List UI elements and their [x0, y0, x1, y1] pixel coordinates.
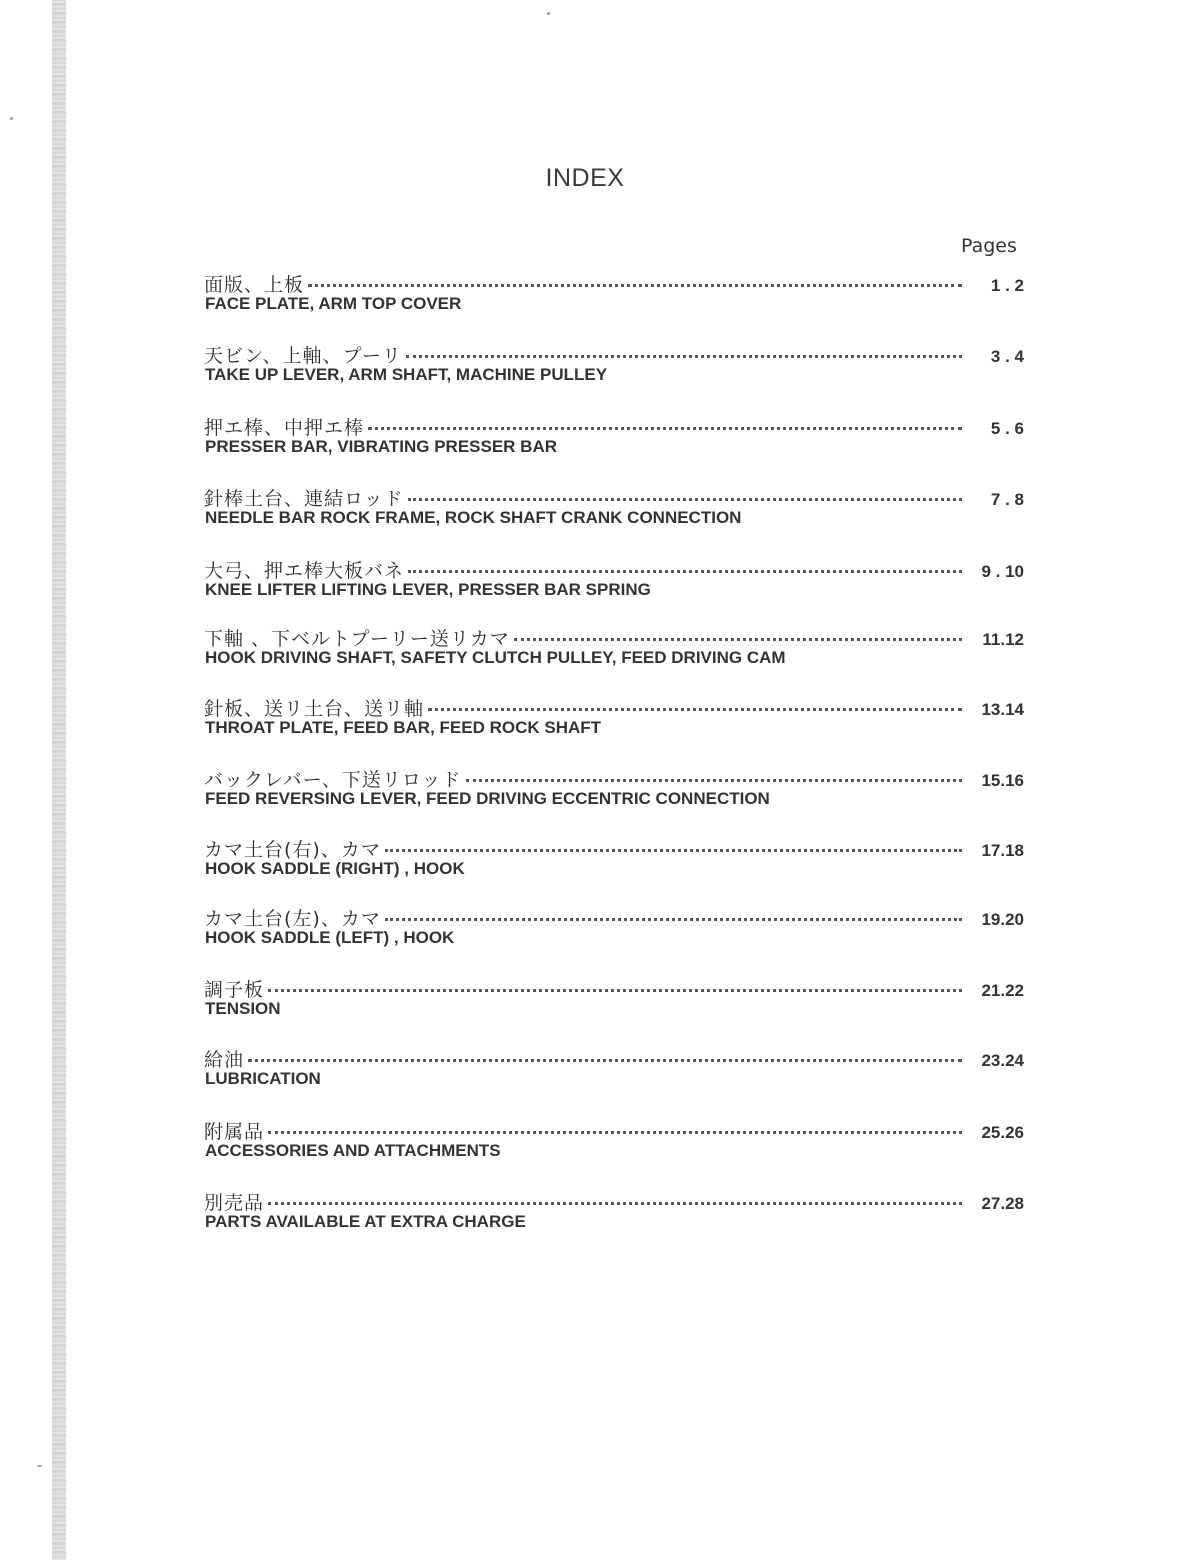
entry-pages: 1 . 2	[990, 276, 1024, 295]
entry-japanese-title: カマ土台(左)、カマ	[204, 908, 381, 930]
entry-english-title: FEED REVERSING LEVER, FEED DRIVING ECCENTRIC CONNECTION	[205, 789, 770, 808]
entry-pages: 3 . 4	[990, 347, 1024, 366]
dot-leader	[385, 849, 962, 852]
entry-english-title: HOOK SADDLE (LEFT) , HOOK	[205, 928, 455, 947]
entry-english-title: ACCESSORIES AND ATTACHMENTS	[205, 1141, 501, 1160]
dot-leader	[466, 779, 962, 782]
entry-english-title: LUBRICATION	[205, 1069, 321, 1088]
entry-english-title: HOOK SADDLE (RIGHT) , HOOK	[205, 859, 465, 878]
index-entry	[204, 975, 1024, 1019]
entry-japanese-title: カマ土台(右)、カマ	[204, 839, 381, 861]
entry-japanese-title: 面版、上板	[204, 274, 305, 296]
entry-english-title: KNEE LIFTER LIFTING LEVER, PRESSER BAR SPRING	[205, 580, 651, 599]
index-entry	[204, 1117, 1024, 1161]
entry-japanese-title: 大弓、押エ棒大板バネ	[204, 560, 405, 582]
dot-leader	[368, 427, 962, 430]
dot-leader	[268, 1131, 962, 1134]
dot-leader	[408, 570, 962, 573]
entry-english-title: HOOK DRIVING SHAFT, SAFETY CLUTCH PULLEY, FEED DRIVING CAM	[205, 648, 786, 667]
entry-japanese-title: 調子板	[204, 979, 265, 1001]
entry-english-title: FACE PLATE, ARM TOP COVER	[205, 294, 462, 313]
scan-speck	[10, 117, 13, 120]
index-entry	[204, 624, 1024, 668]
entry-japanese-title: 別売品	[204, 1192, 265, 1214]
entry-japanese-title: 針板、送リ土台、送リ軸	[204, 698, 425, 720]
entry-japanese-title: 給油	[204, 1049, 245, 1071]
dot-leader	[406, 355, 962, 358]
entry-pages: 11.12	[982, 630, 1024, 649]
dot-leader	[408, 498, 962, 501]
entry-japanese-title: バックレバー、下送リロッド	[204, 769, 462, 791]
entry-pages: 13.14	[981, 700, 1024, 719]
dot-leader	[385, 918, 962, 921]
entry-pages: 25.26	[981, 1123, 1024, 1142]
index-entry	[204, 484, 1024, 528]
dot-leader	[514, 638, 962, 641]
entry-japanese-title: 針棒土台、連結ロッド	[204, 488, 404, 510]
entry-pages: 17.18	[981, 841, 1024, 860]
entry-english-title: NEEDLE BAR ROCK FRAME, ROCK SHAFT CRANK CONNECTION	[205, 508, 742, 527]
entry-pages: 9 . 10	[981, 562, 1024, 581]
index-entry	[204, 904, 1024, 948]
index-entry	[204, 835, 1024, 879]
entry-pages: 27.28	[981, 1194, 1024, 1213]
index-entry	[204, 694, 1024, 738]
entry-japanese-title: 押エ棒、中押エ棒	[204, 417, 365, 439]
entry-pages: 5 . 6	[990, 419, 1024, 438]
entry-japanese-title: 天ビン、上軸、プーリ	[204, 345, 402, 367]
entry-pages: 21.22	[981, 981, 1024, 1000]
index-entry	[204, 556, 1024, 600]
scan-speck	[37, 1465, 42, 1467]
index-entry	[204, 413, 1024, 457]
dot-leader	[428, 708, 962, 711]
entry-english-title: THROAT PLATE, FEED BAR, FEED ROCK SHAFT	[205, 718, 602, 737]
entry-english-title: PARTS AVAILABLE AT EXTRA CHARGE	[205, 1212, 526, 1231]
dot-leader	[268, 989, 962, 992]
dot-leader	[308, 284, 962, 287]
entry-pages: 7 . 8	[990, 490, 1024, 509]
scan-speck	[547, 12, 550, 15]
dot-leader	[248, 1059, 962, 1062]
index-entry	[204, 270, 1024, 314]
entry-english-title: TAKE UP LEVER, ARM SHAFT, MACHINE PULLEY	[205, 365, 608, 384]
entry-english-title: TENSION	[205, 999, 281, 1018]
entry-pages: 19.20	[981, 910, 1024, 929]
scan-edge-shadow	[52, 0, 66, 1560]
pages-column-header: Pages	[961, 235, 1017, 257]
entry-english-title: PRESSER BAR, VIBRATING PRESSER BAR	[205, 437, 558, 456]
index-entry	[204, 341, 1024, 385]
entry-japanese-title: 下軸 、下ベルトプーリー送リカマ	[204, 628, 510, 650]
page-title: INDEX	[545, 164, 625, 192]
index-entry	[204, 1188, 1024, 1232]
dot-leader	[268, 1202, 962, 1205]
index-entry	[204, 765, 1024, 809]
index-entry	[204, 1045, 1024, 1089]
entry-japanese-title: 附属品	[204, 1121, 265, 1143]
entry-pages: 15.16	[981, 771, 1024, 790]
entry-pages: 23.24	[981, 1051, 1024, 1070]
